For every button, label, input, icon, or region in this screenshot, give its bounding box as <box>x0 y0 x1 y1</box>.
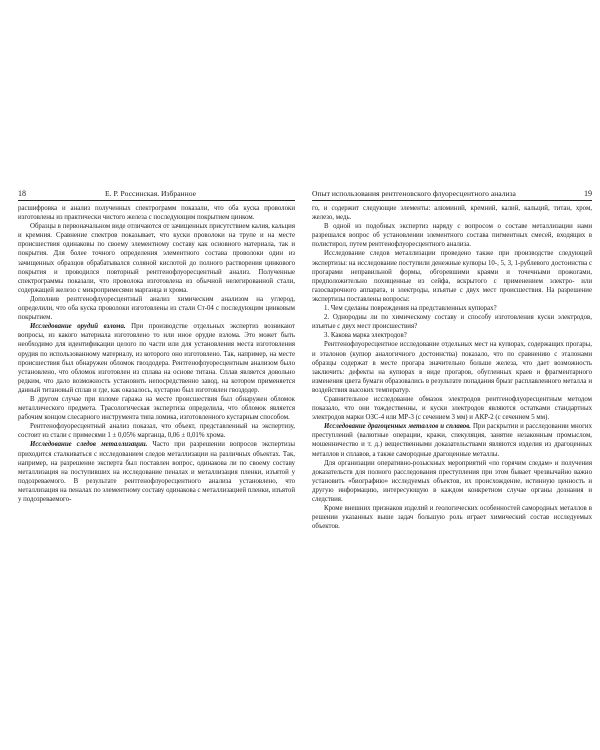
page-number: 18 <box>18 189 26 198</box>
paragraph-text: Рентгенофлуоресцентный анализ показал, что объект, представленный на экспертизу, состоит из стали с примесями 1 ± 0,05% марганца, 0,06 ± 0,01% хрома. <box>18 423 295 440</box>
paragraph <box>18 395 295 422</box>
paragraph <box>18 322 295 395</box>
paragraph <box>312 395 592 422</box>
paragraph-text: В другом случае при взломе гаража на месте происшествия был обнаружен обломок металлического предмета. Трасологическая экспертиза определила, что обломок является рабочим концом слесарного инструмента типа ломика, изготовленного кустарным способом. <box>18 395 295 422</box>
paragraph-text: Рентгенофлуоресцентное исследование отдельных мест на купюрах, содержащих прогары, и эталонов (купюр аналогичного достоинства) показало, что по сравнению с эталонами образцы содержат в месте прогара значительно больше железа, что дает возможность заключить: дефекты на купюрах в виде прогаров, обугленных краев и фрагментарного изменения цвета бумаги образовались в результате попадания брызг расплавленного металла и воздействия высоких температур. <box>312 341 592 394</box>
paragraph-text: При раскрытии и расследовании многих преступлений (валютные операции, кражи, спекуляция, занятие незаконным промыслом, мошенничество и т. д.) вещественными доказательствами являются изделия из драгоценных металлов и сплавов, а также самородные драгоценные металлы. <box>312 423 592 458</box>
paragraph <box>18 295 295 322</box>
paragraph <box>312 204 592 222</box>
paragraph <box>312 340 592 395</box>
page-body <box>312 204 592 531</box>
paragraph-text: Для организации оперативно-розыскных мероприятий «по горячим следам» и получения доказательств для полного расследования преступления при этом бывает чрезвычайно важно установить «биографию» исследуемых объектов, их происхождение, истинную ценность и другую информацию, интересующую в каждом конкретном случае органы дознания и следствия. <box>312 459 592 503</box>
paragraph-text: го, и содержит следующие элементы: алюминий, кремний, калий, кальций, титан, хром, железо, медь. <box>312 205 592 222</box>
paragraph-text: Часто при разрешении вопросов экспертизы приходится сталкиваться с исследованием следов металлизации на различных объектах. Так, например, на разрешение эксперта был поставлен вопрос, одинакова ли по своему составу металлизация на поступивших на исследование пеналах и металлизация пленки, изъятой у подозреваемого. В результате рентгенофлуоресцентного анализа установлено, что металлизация на пеналах по элементному составу одинакова с металлизацией пленки, изъятой у подозреваемого- <box>18 441 295 503</box>
paragraph-text: 1. Чем сделаны повреждения на представленных купюрах? <box>324 305 497 313</box>
running-head-title: Е. Р. Россинская. Избранное <box>105 189 196 198</box>
paragraph-text: Исследование следов металлизации проведено также при производстве следующей экспертизы: на исследование поступили денежные купюры 10-, 5, 3, 1-рублевого достоинства с прогарами неправильной формы, обгоревшими краями и точечными прожогами, предположительно похищенные из сейфа, вскрытого с применением электро- или газосварочного аппарата, и электроды, изъятые с двух мест происшествия. На разрешение экспертизы поставлены вопросы: <box>312 250 592 303</box>
paragraph-text: расшифровка и анализ полученных спектрограмм показали, что оба куска проволоки изготовлены из практически чистого железа с последующим покрытием цинком. <box>18 205 295 222</box>
left-page <box>18 188 295 710</box>
run-in-heading: Исследование орудий взлома. <box>30 323 126 331</box>
paragraph-text: Кроме внешних признаков изделий и геологических особенностей самородных металлов в решении указанных выше задач большую роль играет химический состав исследуемых объектов. <box>312 505 592 531</box>
paragraph-text: В одной из подобных экспертиз наряду с вопросом о составе металлизации нами разрешался вопрос об установлении элементного состава пигментных смесей, входящих в полистирол, путем рентгенофлуоресцентного анализа. <box>312 223 592 249</box>
run-in-heading: Исследование следов металлизации. <box>30 441 148 449</box>
paragraph-text: Дополнив рентгенофлуоресцентный анализ химическим анализом на углерод, определили, что оба куска проволоки изготовлены из стали Ст-04 с последующим цинковым покрытием. <box>18 295 295 322</box>
paragraph <box>312 304 592 313</box>
paragraph <box>312 504 592 531</box>
paragraph <box>312 459 592 504</box>
paragraph-text: 2. Однородны ли по химическому составу и способу изготовления куски электродов, изъятые с двух мест происшествия? <box>312 314 592 331</box>
page-number: 19 <box>584 189 592 198</box>
paragraph-text: Образцы в первоначальном виде отличаются от зачищенных присутствием калия, кальция и кремния. Сравнение спектров показывает, что куски проволоки на трупе и на месте происшествия одинаковы по своему элементному составу как основного материала, так и покрытия. Для более точного определения элементного состава проволоки один из зачищенных образцов обрабатывался соляной кислотой до полного растворения цинкового покрытия и проводился повторный рентгенофлуоресцентный анализ. Полученные спектрограммы показали, что проволока изготовлена из обычной нелегированной стали, содержащей железо с микропримесями марганца и хрома. <box>18 223 295 294</box>
paragraph <box>312 249 592 304</box>
paragraph <box>312 313 592 331</box>
run-in-heading: Исследование драгоценных металлов и сплавов. <box>324 423 471 431</box>
paragraph <box>312 222 592 249</box>
paragraph <box>312 331 592 340</box>
page-body <box>18 204 295 504</box>
paragraph <box>18 222 295 295</box>
paragraph-text: 3. Какова марка электродов? <box>324 332 407 340</box>
paragraph <box>312 422 592 458</box>
right-page <box>312 188 592 710</box>
paragraph-text: При производстве отдельных экспертиз возникают вопросы, из какого материала изготовлено то или иное орудие взлома. Это может быть необходимо для идентификации целого по части или для установления места изготовления орудия по использованному материалу, из которого оно изготовлено. Так, например, на месте происшествия был обнаружен обломок гвоздодера. Рентгенофлуоресцентным анализом было установлено, что обломок изготовлен из сплава на основе титана. Сплав является довольно редким, что дало возможность установить непосредственно завод, на котором применяется данный титановый сплав и где, как оказалось, кустарно был изготовлен гвоздодер. <box>18 323 295 394</box>
paragraph <box>18 204 295 222</box>
paragraph-text: Сравнительное исследование обмазок электродов рентгенофлуоресцентным методом показало, что они тождественны, и куски электродов являются остатками стандартных электродов марки ОЗС-4 или МР-3 (с сечением 3 мм) и АКР-2 (с сечением 5 мм). <box>312 395 592 422</box>
running-head-right <box>312 188 592 201</box>
running-head-left <box>18 188 295 201</box>
running-head-title: Опыт использования рентгеновского флуоресцентного анализа <box>312 189 516 198</box>
paragraph <box>18 422 295 440</box>
paragraph <box>18 440 295 504</box>
